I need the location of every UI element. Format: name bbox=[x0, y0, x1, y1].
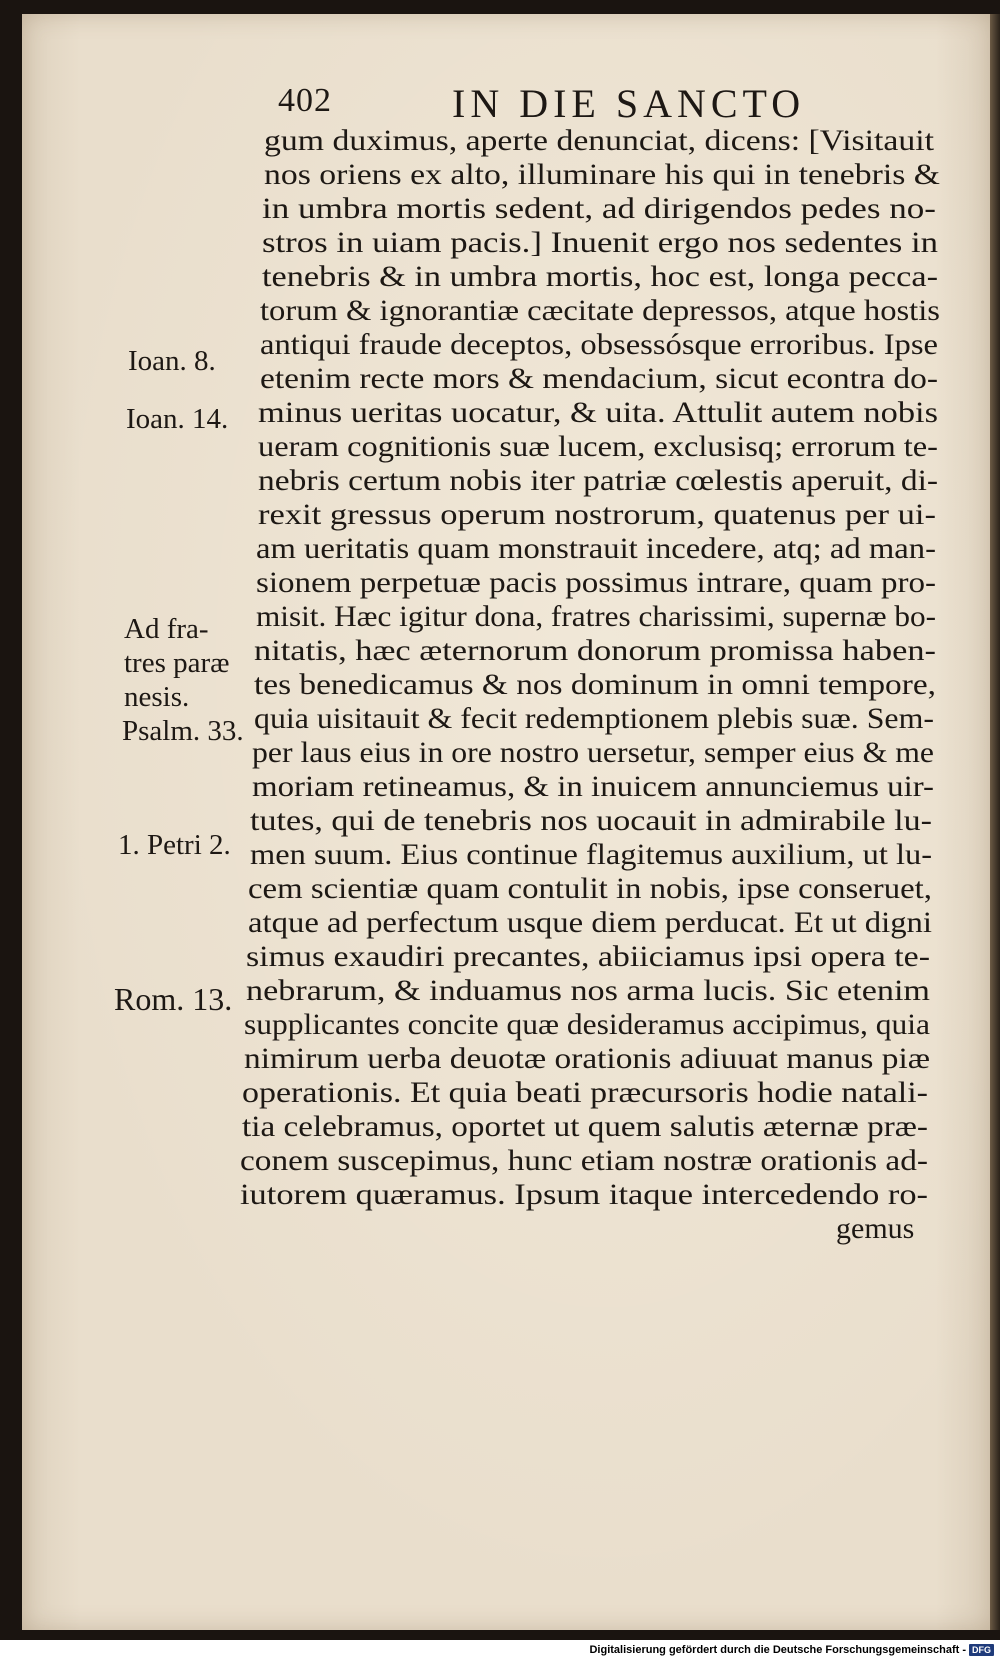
text-line: operationis. Et quia beati præcursoris hodie natali- bbox=[242, 1076, 928, 1109]
text-line: torum & ignorantiæ cæcitate depressos, atque hostis bbox=[260, 294, 940, 327]
marginal-note: Rom. 13. bbox=[114, 981, 233, 1017]
text-line: nos oriens ex alto, illuminare his qui in tenebris & bbox=[264, 158, 940, 191]
text-line: tia celebramus, oportet ut quem salutis æternæ præ- bbox=[242, 1110, 929, 1143]
text-line: simus exaudiri precantes, abiiciamus ipsi opera te- bbox=[246, 940, 930, 973]
text-line: sionem perpetuæ pacis possimus intrare, quam pro- bbox=[256, 566, 936, 599]
text-line: tutes, qui de tenebris nos uocauit in admirabile lu- bbox=[250, 804, 932, 837]
text-line: tenebris & in umbra mortis, hoc est, longa pecca- bbox=[262, 260, 938, 293]
page-number: 402 bbox=[278, 82, 332, 119]
text-line: ueram cognitionis suæ lucem, exclusisq; errorum te- bbox=[258, 430, 938, 463]
dfg-logo-icon: DFG bbox=[969, 1644, 994, 1656]
marginal-note: tres paræ bbox=[124, 647, 230, 679]
text-line: am ueritatis quam monstrauit incedere, atq; ad man- bbox=[256, 532, 936, 565]
marginal-note: Ad fra- bbox=[124, 613, 209, 645]
text-line: misit. Hæc igitur dona, fratres charissimi, supernæ bo- bbox=[256, 600, 936, 633]
page-header bbox=[0, 80, 1000, 128]
marginal-note: 1. Petri 2. bbox=[118, 829, 231, 861]
text-line: iutorem quæramus. Ipsum itaque intercedendo ro- bbox=[240, 1178, 928, 1211]
text-line: supplicantes concite quæ desideramus accipimus, quia bbox=[244, 1008, 930, 1041]
text-line: etenim recte mors & mendacium, sicut econtra do- bbox=[260, 362, 938, 395]
text-line: gum duximus, aperte denunciat, dicens: [Visitauit bbox=[264, 124, 934, 157]
text-line: cem scientiæ quam contulit in nobis, ipse conseruet, bbox=[248, 872, 932, 905]
text-line: quia uisitauit & fecit redemptionem plebis suæ. Sem- bbox=[254, 702, 934, 735]
text-line: men suum. Eius continue flagitemus auxilium, ut lu- bbox=[250, 838, 932, 871]
text-line: moriam retineamus, & in inuicem annunciemus uir- bbox=[252, 770, 934, 803]
text-line: rexit gressus operum nostrorum, quatenus per ui- bbox=[258, 498, 936, 531]
text-line: nebrarum, & induamus nos arma lucis. Sic etenim bbox=[246, 974, 930, 1007]
marginal-note: nesis. bbox=[124, 681, 190, 713]
text-line: antiqui fraude deceptos, obsessósque erroribus. Ipse bbox=[260, 328, 938, 361]
funding-credit: Digitalisierung gefördert durch die Deutsche Forschungsgemeinschaft - bbox=[589, 1644, 966, 1657]
text-line: in umbra mortis sedent, ad dirigendos pedes no- bbox=[262, 192, 936, 225]
text-line: nebris certum nobis iter patriæ cœlestis aperuit, di- bbox=[258, 464, 938, 497]
text-line: conem suscepimus, hunc etiam nostræ orationis ad- bbox=[240, 1144, 928, 1177]
marginal-note: Ioan. 8. bbox=[128, 345, 216, 377]
marginal-note: Ioan. 14. bbox=[126, 403, 229, 435]
page-edge bbox=[990, 14, 1000, 1630]
text-line: atque ad perfectum usque diem perducat. Et ut digni bbox=[248, 906, 932, 939]
text-line: tes benedicamus & nos dominum in omni tempore, bbox=[254, 668, 936, 701]
text-line: minus ueritas uocatur, & uita. Attulit autem nobis bbox=[258, 396, 938, 429]
text-line: stros in uiam pacis.] Inuenit ergo nos sedentes in bbox=[262, 226, 938, 259]
digitization-footer bbox=[0, 1644, 994, 1664]
text-line: per laus eius in ore nostro uersetur, semper eius & me bbox=[252, 736, 935, 769]
catchword: gemus bbox=[836, 1212, 915, 1245]
running-title: IN DIE SANCTO bbox=[452, 81, 806, 126]
marginal-note: Psalm. 33. bbox=[122, 715, 244, 747]
text-line: nitatis, hæc æternorum donorum promissa haben- bbox=[254, 634, 936, 667]
text-line: nimirum uerba deuotæ orationis adiuuat manus piæ bbox=[244, 1042, 930, 1075]
